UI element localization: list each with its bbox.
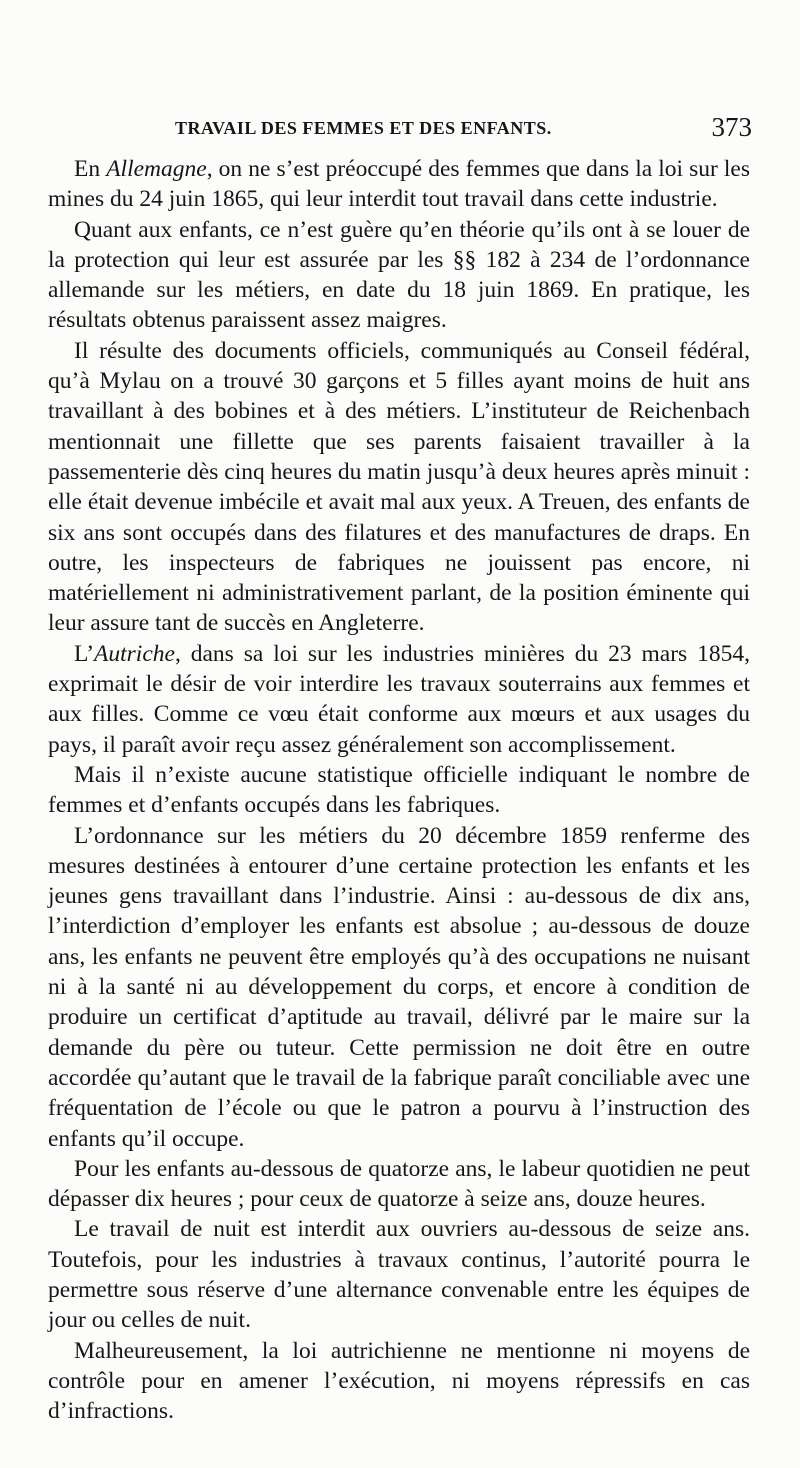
paragraph-text: , dans sa loi sur les industries minières du 23 mars 1854, exprimait le désir de voir interdire les travaux souterrains aux femmes et aux filles. Comme ce vœu était conforme aux mœurs et aux usages du pays, il paraît avoir reçu assez généralement son accomplissement. <box>48 640 750 758</box>
country-name-allemagne: Allemagne <box>106 156 207 182</box>
paragraph-lead: En <box>74 156 107 182</box>
paragraph-ordonnance-1859 <box>48 821 750 1154</box>
running-title: TRAVAIL DES FEMMES ET DES ENFANTS. <box>175 118 552 138</box>
paragraph-enfants-protection <box>48 215 750 336</box>
page-header <box>60 112 760 148</box>
paragraph-statistique <box>48 760 750 821</box>
paragraph-text: Il résulte des documents officiels, communiqués au Conseil fédéral, qu’à Mylau on a trouvé 30 garçons et 5 filles ayant moins de huit ans travaillant à des bobines et à des métiers. L’instituteur de Reichenbach mentionnait une fillette que ses parents faisaient travailler à la passementerie dès cinq heures du matin jusqu’à deux heures après minuit : elle était devenue imbécile et avait mal aux yeux. A Treuen, des enfants de six ans sont occupés dans des filatures et des manufactures de draps. En outre, les inspecteurs de fabriques ne jouissent pas encore, ni matériellement ni administrativement parlant, de la position éminente qui leur assure tant de succès en Angleterre. <box>48 337 750 637</box>
paragraph-autriche <box>48 639 750 760</box>
paragraph-text: Malheureusement, la loi autrichienne ne mentionne ni moyens de contrôle pour en amener l’exécution, ni moyens répressifs en cas d’infractions. <box>48 1337 750 1425</box>
paragraph-text: Mais il n’existe aucune statistique officielle indiquant le nombre de femmes et d’enfants occupés dans les fabriques. <box>48 761 750 819</box>
paragraph-text: , on ne s’est préoccupé des femmes que dans la loi sur les mines du 24 juin 1865, qui leur interdit tout travail dans cette industrie. <box>48 156 751 213</box>
country-name-autriche: Autriche <box>94 640 175 667</box>
paragraph-text: Quant aux enfants, ce n’est guère qu’en théorie qu’ils ont à se louer de la protection qui leur est assurée par les §§ 182 à 234 de l’ordonnance allemande sur les métiers, en date du 18 juin 1869. En pratique, les résultats obtenus paraissent assez maigres. <box>48 216 750 334</box>
page-number: 373 <box>711 112 752 142</box>
paragraph-documents-officiels <box>48 336 750 639</box>
paragraph-labeur-quotidien <box>48 1154 750 1215</box>
paragraph-allemagne <box>48 154 750 215</box>
paragraph-text: L’ordonnance sur les métiers du 20 décembre 1859 renferme des mesures destinées à entourer d’une certaine protection les enfants et les jeunes gens travaillant dans l’industrie. Ainsi : au-dessous de dix ans, l’interdiction d’employer les enfants est absolue ; au-dessous de douze ans, les enfants ne peuvent être employés qu’à des occupations ne nuisant ni à la santé ni au développement du corps, et encore à condition de produire un certificat d’aptitude au travail, délivré par le maire sur la demande du père ou tuteur. Cette permission ne doit être en outre accordée qu’autant que le travail de la fabrique paraît conciliable avec une fréquentation de l’école ou que le patron a pourvu à l’instruction des enfants qu’il occupe. <box>48 822 750 1152</box>
paragraph-text: Le travail de nuit est interdit aux ouvriers au-dessous de seize ans. Toutefois, pour les industries à travaux continus, l’autorité pourra le permettre sous réserve d’une alternance convenable entre les équipes de jour ou celles de nuit. <box>48 1216 750 1334</box>
paragraph-text: Pour les enfants au-dessous de quatorze ans, le labeur quotidien ne peut dépasser dix heures ; pour ceux de quatorze à seize ans, douze heures. <box>48 1155 750 1213</box>
paragraph-malheureusement <box>48 1336 750 1427</box>
paragraph-lead: L’ <box>74 640 95 667</box>
paragraph-travail-de-nuit <box>48 1214 750 1335</box>
body-text <box>48 154 750 1426</box>
